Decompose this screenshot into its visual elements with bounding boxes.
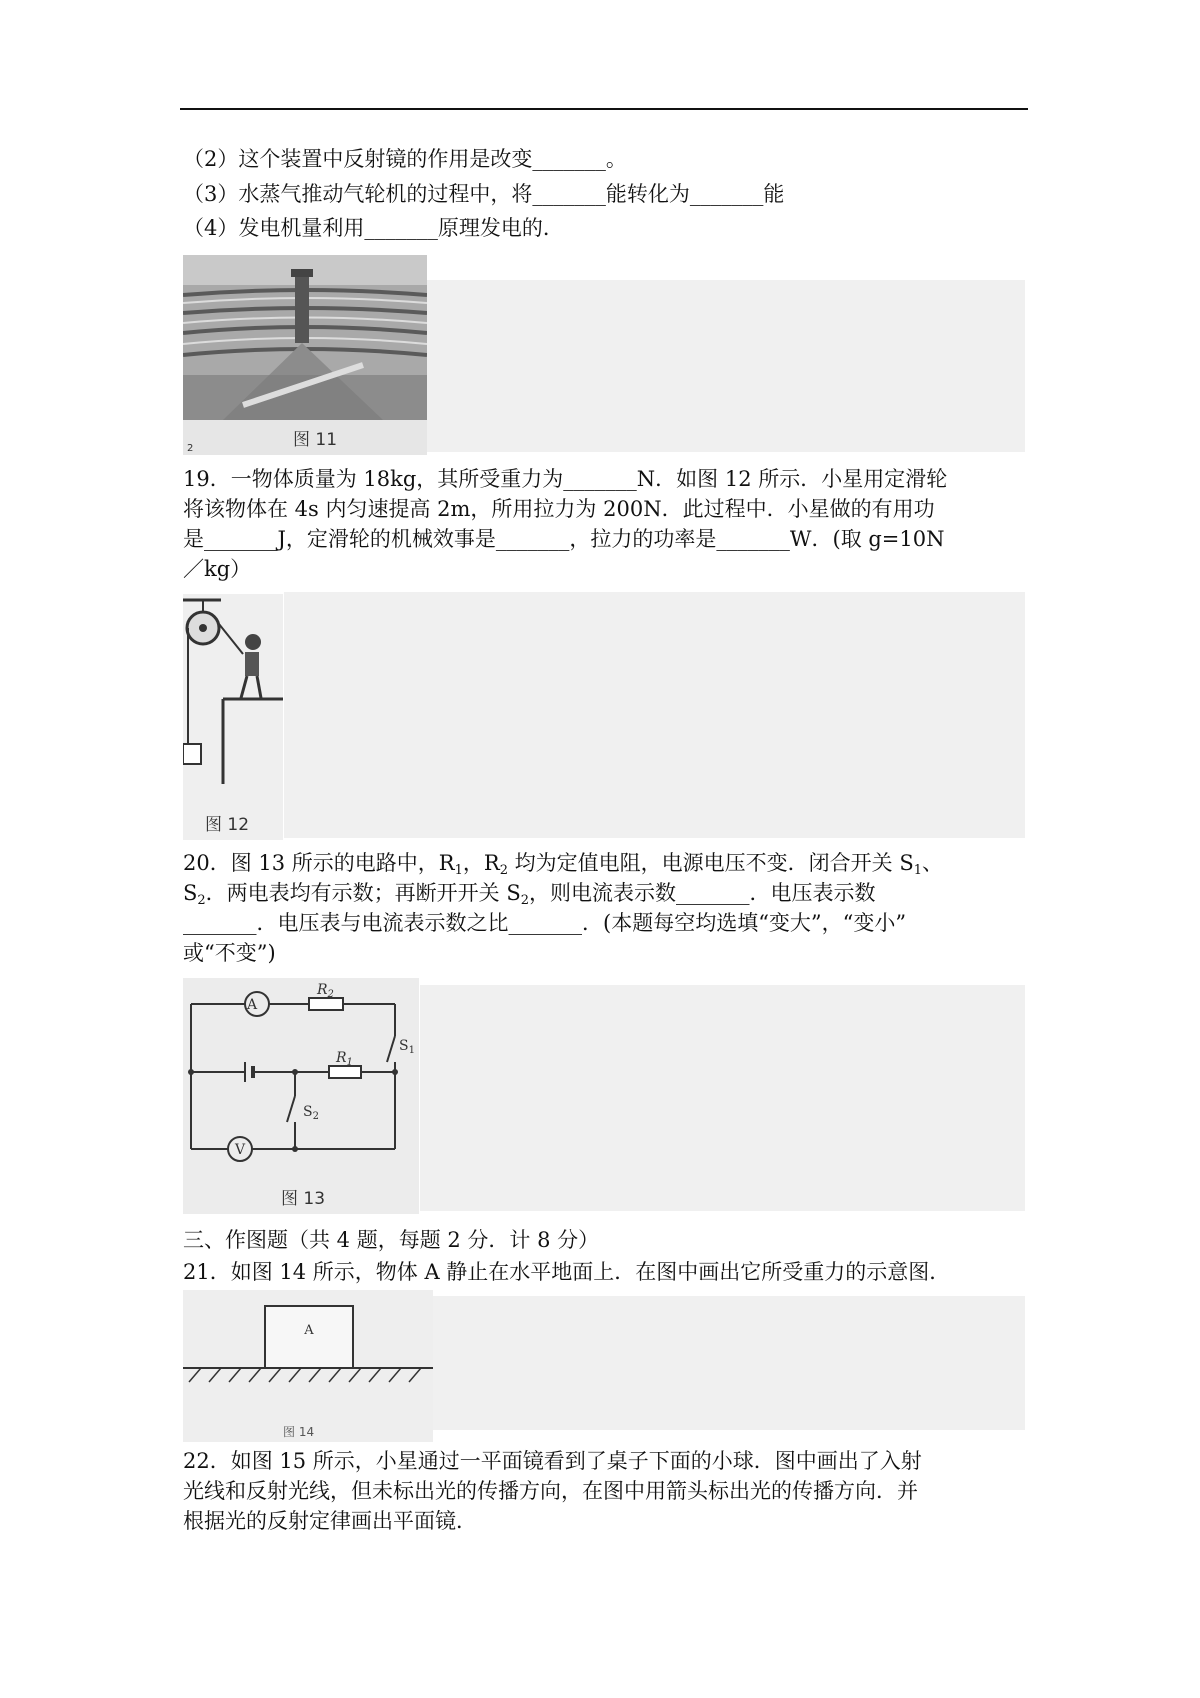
figure-14-caption: 图 14 xyxy=(283,1425,315,1439)
scan-background xyxy=(420,985,1025,1211)
figure-11-mark: 2 xyxy=(187,443,194,454)
scan-background xyxy=(284,592,1025,838)
scan-background xyxy=(430,1296,1025,1430)
r1-label: $R_1$ xyxy=(336,1050,353,1068)
header-rule xyxy=(180,108,1028,110)
q18-sub3: （3）水蒸气推动气轮机的过程中，将_______能转化为_______能 xyxy=(183,182,785,206)
q18-sub2: （2）这个装置中反射镜的作用是改变_______。 xyxy=(183,147,627,171)
q20-line1: 20．图 13 所示的电路中，$R_1$，$R_2$ 均为定值电阻，电源电压不变．闭合开关 $S_1$、 xyxy=(183,851,944,878)
figure-14-block xyxy=(183,1290,433,1442)
q22-line1: 22．如图 15 所示，小星通过一平面镜看到了桌子下面的小球．图中画出了入射 xyxy=(183,1449,922,1473)
scan-background xyxy=(393,280,1025,452)
figure-12-pulley xyxy=(183,594,283,840)
q20-line4: 或“不变”) xyxy=(183,941,276,965)
question-20 xyxy=(183,848,1029,968)
question-19 xyxy=(183,464,1029,584)
q20-line3: _______．电压表与电流表示数之比_______．(本题每空均选填“变大”，“变小” xyxy=(183,911,907,935)
figure-11-solar-plant xyxy=(183,255,427,455)
ammeter-label: A xyxy=(246,997,258,1013)
question-21: 21．如图 14 所示，物体 A 静止在水平地面上．在图中画出它所受重力的示意图． xyxy=(183,1260,951,1284)
question-22 xyxy=(183,1446,1029,1536)
voltmeter-label: V xyxy=(235,1142,246,1158)
figure-11-caption: 图 11 xyxy=(293,430,338,450)
q19-line3: 是_______J，定滑轮的机械效事是_______，拉力的功率是_______W．(取 g=10N xyxy=(183,527,945,551)
s2-label: $S_2$ xyxy=(303,1104,319,1122)
q20-line2: $S_2$．两电表均有示数；再断开开关 $S_2$，则电流表示数_______．电压表示数 xyxy=(183,881,876,908)
q22-line2: 光线和反射光线，但未标出光的传播方向，在图中用箭头标出光的传播方向．并 xyxy=(183,1479,918,1503)
figure-13-caption: 图 13 xyxy=(281,1189,326,1209)
q19-line4: ／kg） xyxy=(183,557,252,581)
block-a-label: A xyxy=(304,1323,314,1338)
figure-12-caption: 图 12 xyxy=(205,815,250,835)
s1-label: $S_1$ xyxy=(399,1038,415,1056)
section-3-heading: 三、作图题（共 4 题，每题 2 分．计 8 分） xyxy=(183,1228,600,1252)
r2-label: $R_2$ xyxy=(317,982,334,1000)
q22-line3: 根据光的反射定律画出平面镜． xyxy=(183,1509,477,1533)
q19-line1: 19．一物体质量为 18kg，其所受重力为_______N．如图 12 所示．小星用定滑轮 xyxy=(183,467,948,491)
q18-sub4: （4）发电机量利用_______原理发电的． xyxy=(183,216,564,240)
figure-13-circuit xyxy=(183,978,419,1214)
q19-line2: 将该物体在 4s 内匀速提高 2m，所用拉力为 200N．此过程中．小星做的有用功 xyxy=(183,497,935,521)
